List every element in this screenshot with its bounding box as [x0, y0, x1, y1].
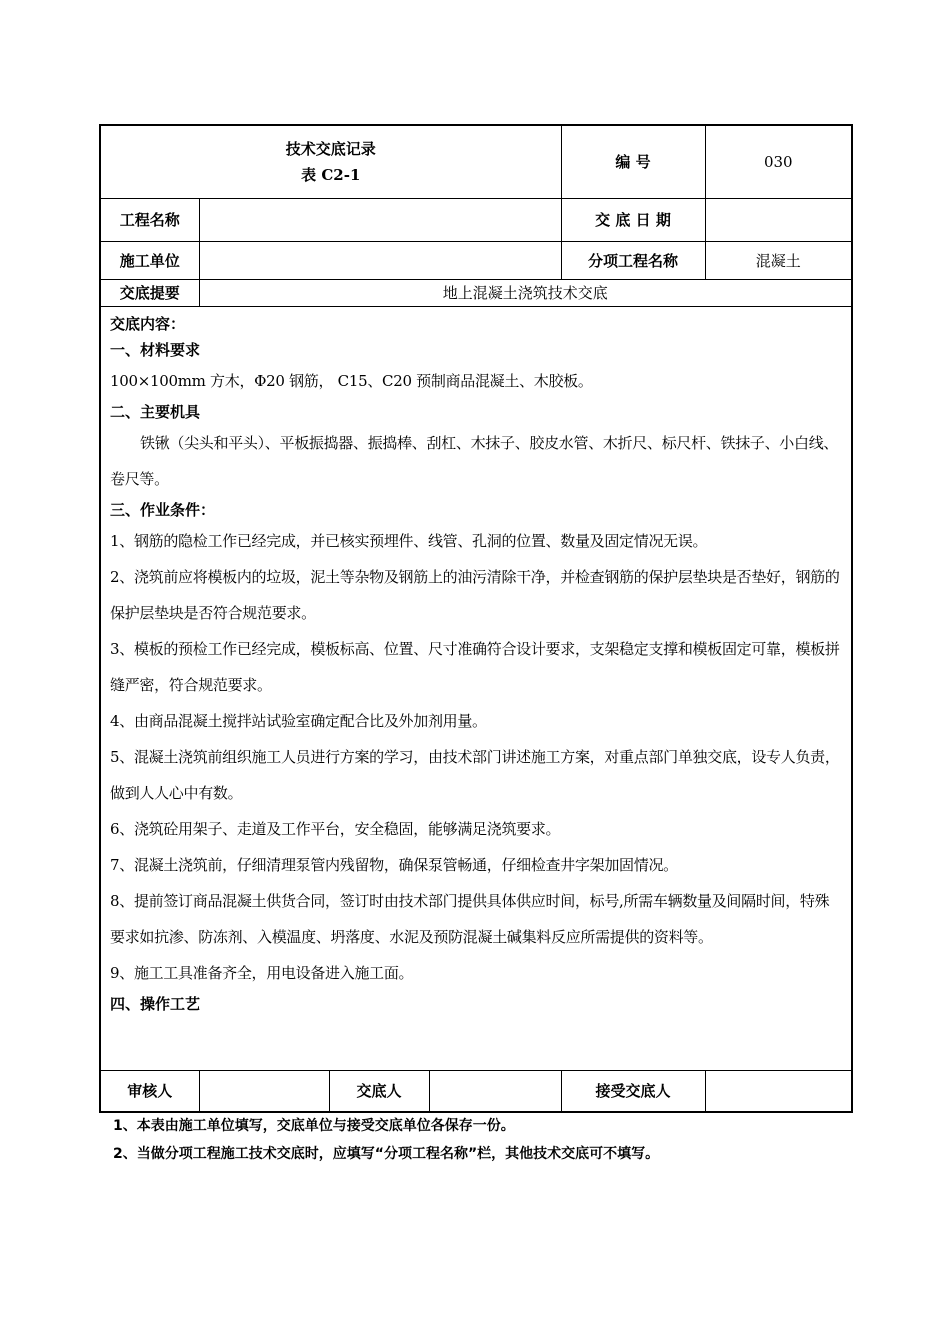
condition-item: 2、浇筑前应将模板内的垃圾，泥土等杂物及钢筋上的油污清除干净，并检查钢筋的保护层垫块是否垫好，钢筋的保护层垫块是否符合规范要求。: [110, 567, 840, 622]
section-conditions-title: 三、作业条件：: [110, 500, 216, 519]
discloser-value[interactable]: [429, 1070, 561, 1112]
section-process-title: 四、操作工艺: [110, 994, 201, 1013]
form-title-cell: [100, 125, 561, 198]
reviewer-value[interactable]: [199, 1070, 329, 1112]
condition-item: 8、提前签订商品混凝土供货合同，签订时由技术部门提供具体供应时间，标号,所需车辆数量及间隔时间，特殊要求如抗渗、防冻剂、入模温度、坍落度、水泥及预防混凝土碱集料反应所需提供的资料等。: [110, 891, 830, 946]
section-materials-title: 一、材料要求: [110, 340, 201, 359]
project-name-value[interactable]: [199, 198, 561, 241]
section-materials-text: 100×100mm 方木，Φ20 钢筋， C15、C20 预制商品混凝土、木胶板。: [110, 371, 593, 390]
construction-unit-label: 施工单位: [100, 241, 199, 279]
condition-item: 4、由商品混凝土搅拌站试验室确定配合比及外加剂用量。: [110, 711, 487, 730]
condition-item: 5、混凝土浇筑前组织施工人员进行方案的学习，由技术部门讲述施工方案，对重点部门单独交底，设专人负责，做到人人心中有数。: [110, 747, 840, 802]
note-item: 2、当做分项工程施工技术交底时，应填写“分项工程名称”栏，其他技术交底可不填写。: [113, 1146, 660, 1162]
content-heading: 交底内容：: [110, 314, 186, 333]
condition-item: 1、钢筋的隐检工作已经完成，并已核实预埋件、线管、孔洞的位置、数量及固定情况无误。: [110, 531, 708, 550]
discloser-label: 交底人: [329, 1070, 429, 1112]
date-label: 交 底 日 期: [561, 198, 705, 241]
receiver-label: 接受交底人: [561, 1070, 705, 1112]
condition-item: 7、混凝土浇筑前，仔细清理泵管内残留物，确保泵管畅通，仔细检查井字架加固情况。: [110, 855, 678, 874]
note-item: 1、本表由施工单位填写，交底单位与接受交底单位各保存一份。: [113, 1118, 515, 1134]
technical-disclosure-form: [99, 124, 853, 1113]
date-value[interactable]: [705, 198, 852, 241]
form-subtitle: 表 C2-1: [301, 165, 361, 184]
receiver-value[interactable]: [705, 1070, 852, 1112]
sub-project-label: 分项工程名称: [561, 241, 705, 279]
condition-item: 3、模板的预检工作已经完成，模板标高、位置、尺寸准确符合设计要求，支架稳定支撑和模板固定可靠，模板拼缝严密，符合规范要求。: [110, 639, 840, 694]
form-notes: [113, 1112, 873, 1168]
reviewer-label: 审核人: [100, 1070, 199, 1112]
section-tools-title: 二、主要机具: [110, 402, 201, 421]
disclosure-content: [100, 306, 852, 1070]
summary-label: 交底提要: [100, 279, 199, 306]
summary-value[interactable]: 地上混凝土浇筑技术交底: [199, 279, 852, 306]
condition-item: 6、浇筑砼用架子、走道及工作平台，安全稳固，能够满足浇筑要求。: [110, 819, 561, 838]
construction-unit-value[interactable]: [199, 241, 561, 279]
number-value[interactable]: 030: [705, 125, 852, 198]
section-tools-text: 铁锹（尖头和平头）、平板振捣器、振捣棒、刮杠、木抹子、胶皮水管、木折尺、标尺杆、铁抹子、小白线、卷尺等。: [110, 433, 839, 488]
sub-project-value[interactable]: 混凝土: [705, 241, 852, 279]
form-title: 技术交底记录: [285, 139, 376, 158]
number-label: 编 号: [561, 125, 705, 198]
project-name-label: 工程名称: [100, 198, 199, 241]
condition-item: 9、施工工具准备齐全，用电设备进入施工面。: [110, 963, 414, 982]
